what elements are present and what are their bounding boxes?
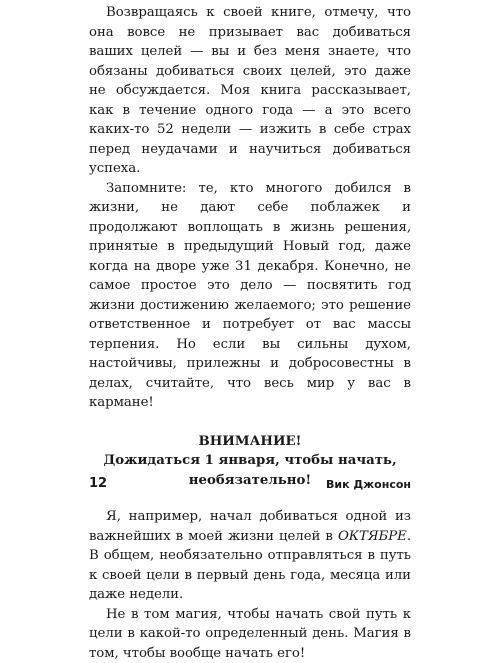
paragraph-3-emphasis: ОКТЯБРЕ — [338, 529, 407, 544]
paragraph-3-text-b: . В общем, необязательно отправляться в путь к своей цели в первый день года, месяца или даже недели. — [89, 529, 411, 603]
paragraph-4: Не в том магия, чтобы начать свой путь к цели в какой-то определенный день. Магия в том, чтобы вообще начать его! — [89, 605, 411, 663]
paragraph-2: Запомните: те, кто многого добился в жизни, не дают себе поблажек и продолжают воплощать в жизнь решения, принятые в предыдущий Новый год, даже когда на дворе уже 31 декабря. Конечно, не самое простое это дело — посвятить год жизни достижению желаемого; это решение ответственное и потребует от вас массы терпения. Но если вы сильны духом, настойчивы, прилежны и добросовестны в делах, считайте, что весь мир у вас в кармане! — [89, 179, 411, 413]
paragraph-1: Возвращаясь к своей книге, отмечу, что она вовсе не призывает вас добиваться ваших целей — вы и без меня знаете, что обязаны добиваться своих целей, это даже не обсуждается. Моя книга рассказывает, как в течение одного года — а это всего каких-то 52 недели — изжить в себе страх перед неудачами и научиться добиваться успеха. — [89, 3, 411, 179]
page-footer — [89, 476, 411, 496]
paragraph-3 — [89, 507, 411, 605]
callout-line-2: необязательно! — [89, 471, 411, 491]
page-text — [89, 3, 411, 663]
callout-heading: ВНИМАНИЕ! — [89, 432, 411, 452]
running-head-author: Вик Джонсон — [326, 478, 411, 491]
callout-line-1: Дожидаться 1 января, чтобы начать, — [89, 451, 411, 471]
page-number: 12 — [89, 476, 107, 491]
paragraph-3-text-a: Я, например, начал добиваться одной из важнейших в моей жизни целей в — [89, 509, 411, 544]
